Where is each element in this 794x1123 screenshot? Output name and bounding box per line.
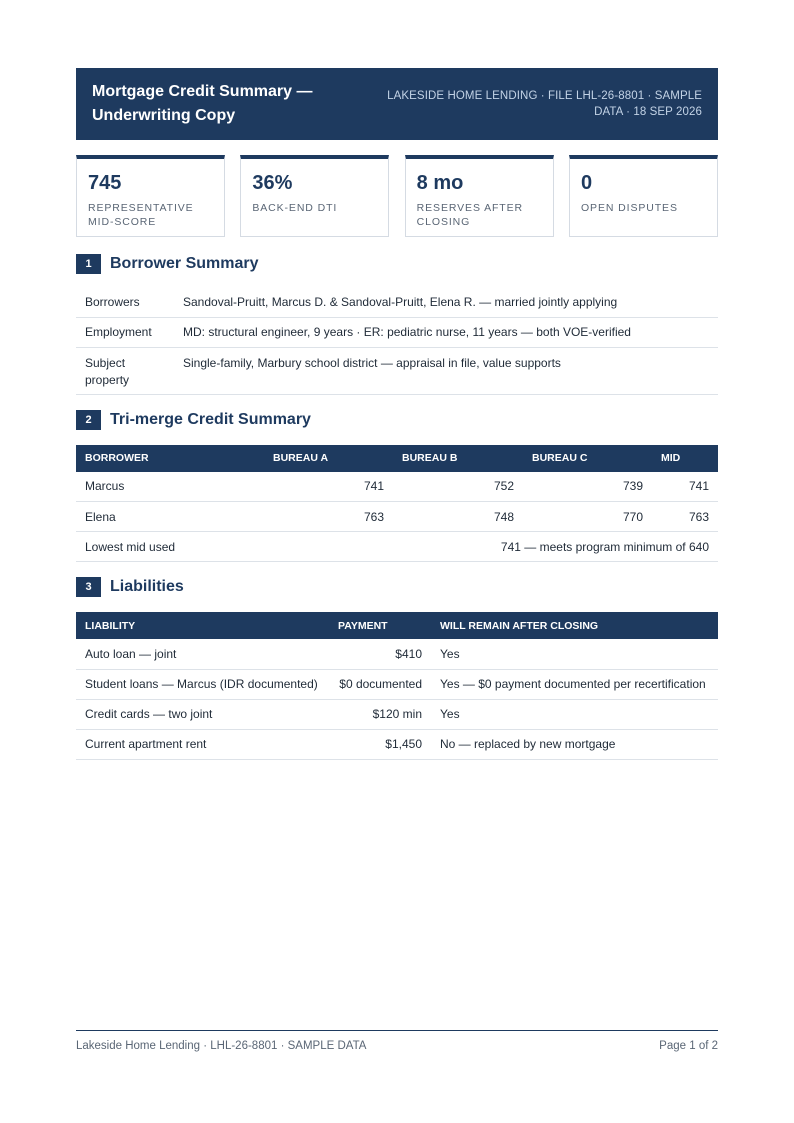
table-row: [76, 287, 718, 317]
page-number: Page 1 of 2: [659, 1040, 718, 1052]
kpi-card-disputes: [569, 155, 718, 237]
section-heading-liabilities: [76, 577, 718, 597]
column-header: BORROWER: [76, 445, 264, 472]
liability-payment: $120 min: [329, 699, 431, 729]
document-title: Mortgage Credit Summary — Underwriting Copy: [92, 83, 313, 124]
column-header: MID: [652, 445, 718, 472]
liability-remain: Yes — $0 payment documented per recertification: [431, 669, 718, 699]
column-header: BUREAU B: [393, 445, 523, 472]
table-row: [76, 669, 718, 699]
kpi-value: 8 mo: [416, 172, 464, 194]
mid-score: 741: [652, 472, 718, 502]
column-header: BUREAU C: [523, 445, 652, 472]
kpi-row: [76, 155, 718, 237]
kpi-label: REPRESENTATIVE MID-SCORE: [88, 202, 194, 228]
bureau-c-score: 739: [523, 472, 652, 502]
liability-name: Current apartment rent: [76, 729, 329, 759]
document-header: [76, 68, 718, 140]
mid-score: 763: [652, 502, 718, 532]
liability-name: Auto loan — joint: [76, 639, 329, 669]
credit-score-table: [76, 445, 718, 563]
section-number: 1: [76, 254, 101, 274]
table-row: [76, 502, 718, 532]
liabilities-table: [76, 612, 718, 760]
table-header-row: [76, 612, 718, 639]
column-header: WILL REMAIN AFTER CLOSING: [431, 612, 718, 639]
table-row: [76, 472, 718, 502]
kpi-card-dti: [240, 155, 389, 237]
table-row: [76, 699, 718, 729]
summary-label: Lowest mid used: [76, 532, 264, 562]
footer-left: Lakeside Home Lending · LHL-26-8801 · SAMPLE DATA: [76, 1040, 367, 1052]
kpi-value: 745: [88, 172, 122, 194]
bureau-c-score: 770: [523, 502, 652, 532]
kpi-card-reserves: [405, 155, 554, 237]
kpi-value: 36%: [252, 172, 293, 194]
bureau-b-score: 748: [393, 502, 523, 532]
table-row-summary: [76, 532, 718, 562]
column-header: BUREAU A: [264, 445, 393, 472]
section-title: Liabilities: [110, 578, 184, 595]
liability-payment: $1,450: [329, 729, 431, 759]
section-number: 2: [76, 410, 101, 430]
document-page: [76, 68, 718, 760]
bureau-b-score: 752: [393, 472, 523, 502]
column-header: LIABILITY: [76, 612, 329, 639]
summary-value: 741 — meets program minimum of 640: [264, 532, 718, 562]
liability-remain: Yes: [431, 639, 718, 669]
section-number: 3: [76, 577, 101, 597]
liability-payment: $0 documented: [329, 669, 431, 699]
column-header: PAYMENT: [329, 612, 431, 639]
borrower-name: Elena: [76, 502, 264, 532]
kpi-value: 0: [580, 172, 593, 194]
kpi-label: BACK-END DTI: [252, 202, 338, 214]
table-row: [76, 347, 718, 394]
section-title: Borrower Summary: [110, 255, 259, 272]
liability-payment: $410: [329, 639, 431, 669]
table-row: [76, 729, 718, 759]
borrower-summary-table: [76, 287, 718, 395]
row-value: Single-family, Marbury school district — appraisal in file, value supports: [174, 347, 718, 394]
row-value: Sandoval-Pruitt, Marcus D. & Sandoval-Pruitt, Elena R. — married jointly applying: [174, 287, 718, 317]
liability-remain: No — replaced by new mortgage: [431, 729, 718, 759]
section-title: Tri-merge Credit Summary: [110, 410, 311, 428]
table-header-row: [76, 445, 718, 472]
bureau-a-score: 741: [264, 472, 393, 502]
page-footer: [76, 1030, 718, 1052]
bureau-a-score: 763: [264, 502, 393, 532]
table-row: [76, 639, 718, 669]
borrower-name: Marcus: [76, 472, 264, 502]
liability-remain: Yes: [431, 699, 718, 729]
row-key: Employment: [76, 317, 174, 347]
row-value: MD: structural engineer, 9 years · ER: pediatric nurse, 11 years — both VOE-verified: [174, 317, 718, 347]
lender-file-meta: LAKESIDE HOME LENDING · FILE LHL-26-8801 · SAMPLE DATA · 18 SEP 2026: [387, 90, 702, 118]
kpi-card-mid-score: [76, 155, 225, 237]
row-key: Subject property: [76, 347, 174, 394]
section-heading-credit: [76, 410, 718, 430]
kpi-label: OPEN DISPUTES: [580, 202, 678, 214]
liability-name: Credit cards — two joint: [76, 699, 329, 729]
table-row: [76, 317, 718, 347]
liability-name: Student loans — Marcus (IDR documented): [76, 669, 329, 699]
section-heading-borrower: [76, 254, 718, 274]
kpi-label: RESERVES AFTER CLOSING: [416, 202, 524, 228]
row-key: Borrowers: [76, 287, 174, 317]
